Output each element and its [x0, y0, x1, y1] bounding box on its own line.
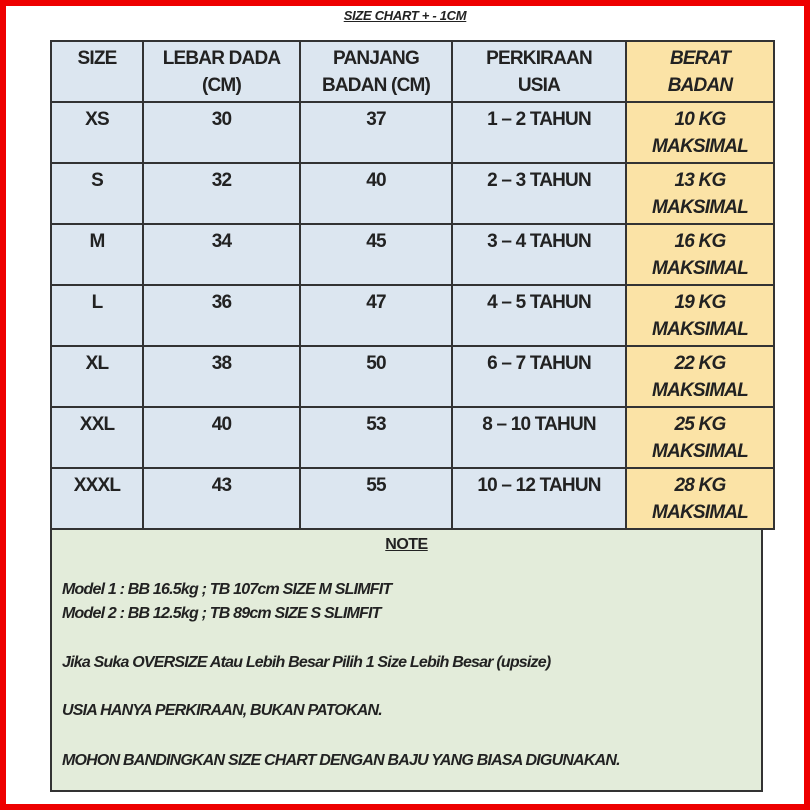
cell-berat-badan-value: 19 KG — [674, 292, 726, 313]
cell-lebar-dada — [143, 285, 300, 346]
cell-panjang-badan — [300, 285, 452, 346]
header-label: PERKIRAAN — [486, 48, 592, 69]
cell-size-value: M — [89, 231, 105, 252]
note-model-2: Model 2 : BB 12.5kg ; TB 89cm SIZE S SLIMFIT — [62, 605, 381, 622]
table-row — [51, 224, 774, 285]
cell-perkiraan-usia — [452, 346, 626, 407]
cell-berat-badan-value: 10 KG — [674, 109, 726, 130]
cell-panjang-badan-value: 47 — [366, 292, 386, 313]
cell-lebar-dada-value: 38 — [211, 353, 232, 374]
cell-berat-badan-suffix: MAKSIMAL — [652, 380, 748, 401]
header-label: BERAT — [669, 48, 731, 69]
cell-lebar-dada — [143, 468, 300, 529]
cell-size-value: XXL — [79, 414, 115, 435]
cell-lebar-dada-value: 30 — [211, 109, 232, 130]
header-lebar-dada — [143, 41, 300, 102]
cell-lebar-dada — [143, 407, 300, 468]
table-row — [51, 407, 774, 468]
note-title: NOTE — [385, 536, 428, 553]
cell-perkiraan-usia — [452, 285, 626, 346]
cell-berat-badan — [626, 468, 774, 529]
table-row — [51, 163, 774, 224]
cell-panjang-badan — [300, 346, 452, 407]
cell-perkiraan-usia — [452, 163, 626, 224]
cell-size — [51, 468, 143, 529]
cell-panjang-badan-value: 53 — [366, 414, 386, 435]
cell-lebar-dada-value: 43 — [211, 475, 232, 496]
header-label: PANJANG — [333, 48, 419, 69]
cell-size — [51, 224, 143, 285]
cell-berat-badan-value: 22 KG — [674, 353, 726, 374]
cell-size-value: L — [91, 292, 103, 313]
cell-berat-badan-value: 16 KG — [674, 231, 726, 252]
cell-panjang-badan — [300, 163, 452, 224]
cell-perkiraan-usia-value: 8 – 10 TAHUN — [482, 414, 596, 435]
note-compare: MOHON BANDINGKAN SIZE CHART DENGAN BAJU YANG BIASA DIGUNAKAN. — [62, 752, 620, 769]
cell-perkiraan-usia — [452, 102, 626, 163]
cell-berat-badan — [626, 102, 774, 163]
cell-berat-badan-suffix: MAKSIMAL — [652, 441, 748, 462]
cell-berat-badan — [626, 407, 774, 468]
cell-size — [51, 163, 143, 224]
header-panjang-badan — [300, 41, 452, 102]
table-row — [51, 346, 774, 407]
cell-perkiraan-usia — [452, 468, 626, 529]
header-label: BADAN (CM) — [321, 75, 431, 96]
cell-perkiraan-usia-value: 3 – 4 TAHUN — [487, 231, 591, 252]
cell-panjang-badan-value: 40 — [366, 170, 386, 191]
cell-lebar-dada — [143, 346, 300, 407]
note-usia: USIA HANYA PERKIRAAN, BUKAN PATOKAN. — [62, 702, 382, 719]
cell-berat-badan-suffix: MAKSIMAL — [652, 136, 748, 157]
note-oversize: Jika Suka OVERSIZE Atau Lebih Besar Pilih 1 Size Lebih Besar (upsize) — [62, 654, 551, 671]
cell-size-value: XL — [85, 353, 109, 374]
cell-size-value: S — [91, 170, 103, 191]
cell-panjang-badan-value: 45 — [366, 231, 386, 252]
cell-panjang-badan-value: 37 — [366, 109, 386, 130]
cell-berat-badan — [626, 224, 774, 285]
cell-berat-badan-suffix: MAKSIMAL — [652, 319, 748, 340]
cell-size — [51, 102, 143, 163]
cell-perkiraan-usia-value: 2 – 3 TAHUN — [487, 170, 591, 191]
cell-panjang-badan — [300, 468, 452, 529]
cell-lebar-dada — [143, 102, 300, 163]
cell-berat-badan — [626, 285, 774, 346]
cell-berat-badan-value: 25 KG — [674, 414, 726, 435]
cell-lebar-dada-value: 32 — [211, 170, 232, 191]
note-model-1: Model 1 : BB 16.5kg ; TB 107cm SIZE M SLIMFIT — [62, 581, 392, 598]
header-label: SIZE — [77, 48, 117, 69]
header-label: BADAN — [667, 75, 733, 96]
cell-panjang-badan-value: 50 — [366, 353, 386, 374]
cell-perkiraan-usia — [452, 224, 626, 285]
cell-size-value: XS — [85, 109, 109, 130]
cell-berat-badan-value: 28 KG — [674, 475, 726, 496]
cell-lebar-dada — [143, 163, 300, 224]
cell-perkiraan-usia — [452, 407, 626, 468]
cell-lebar-dada-value: 34 — [211, 231, 232, 252]
size-table — [50, 40, 775, 530]
note-box — [50, 530, 763, 792]
cell-perkiraan-usia-value: 1 – 2 TAHUN — [487, 109, 591, 130]
cell-panjang-badan — [300, 102, 452, 163]
cell-panjang-badan — [300, 224, 452, 285]
cell-lebar-dada-value: 36 — [211, 292, 232, 313]
cell-lebar-dada — [143, 224, 300, 285]
table-row — [51, 285, 774, 346]
cell-size — [51, 346, 143, 407]
table-row — [51, 102, 774, 163]
cell-size — [51, 407, 143, 468]
cell-berat-badan — [626, 163, 774, 224]
cell-berat-badan-suffix: MAKSIMAL — [652, 502, 748, 523]
cell-berat-badan-suffix: MAKSIMAL — [652, 197, 748, 218]
header-label: USIA — [517, 75, 561, 96]
chart-title: SIZE CHART + - 1CM — [343, 8, 467, 23]
cell-berat-badan-suffix: MAKSIMAL — [652, 258, 748, 279]
header-berat-badan — [626, 41, 774, 102]
header-label: LEBAR DADA — [162, 48, 281, 69]
table-row — [51, 468, 774, 529]
cell-berat-badan-value: 13 KG — [674, 170, 726, 191]
cell-berat-badan — [626, 346, 774, 407]
cell-lebar-dada-value: 40 — [211, 414, 232, 435]
cell-panjang-badan — [300, 407, 452, 468]
cell-perkiraan-usia-value: 6 – 7 TAHUN — [487, 353, 591, 374]
chart-content — [50, 40, 763, 792]
header-perkiraan-usia — [452, 41, 626, 102]
cell-perkiraan-usia-value: 10 – 12 TAHUN — [477, 475, 601, 496]
header-label: (CM) — [201, 75, 241, 96]
header-row — [51, 41, 774, 102]
cell-size-value: XXXL — [73, 475, 121, 496]
header-size — [51, 41, 143, 102]
cell-size — [51, 285, 143, 346]
cell-panjang-badan-value: 55 — [366, 475, 386, 496]
cell-perkiraan-usia-value: 4 – 5 TAHUN — [487, 292, 591, 313]
